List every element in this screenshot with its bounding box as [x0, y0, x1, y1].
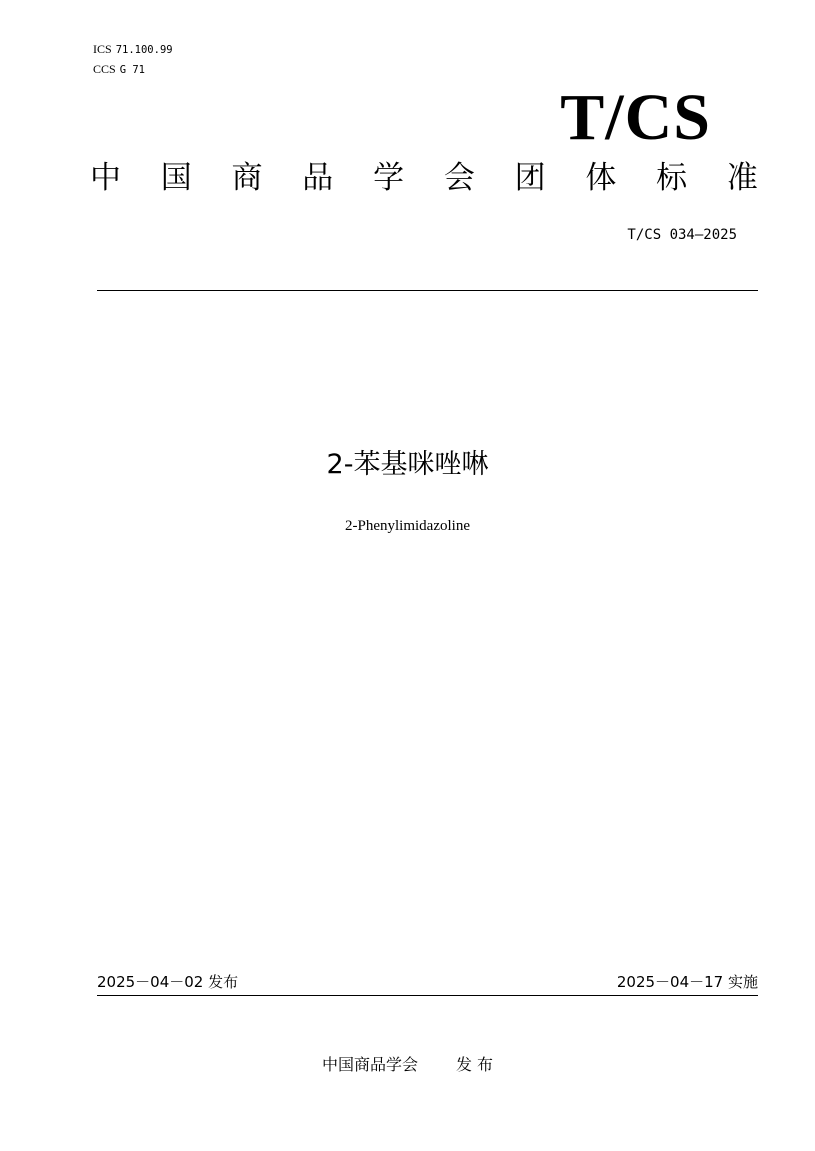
- bottom-divider: [97, 995, 758, 996]
- heading-char: 团: [514, 160, 546, 196]
- publish-date: 2025－04－02 发布: [97, 973, 239, 991]
- org-standard-heading: [90, 158, 758, 198]
- ccs-value: G 71: [119, 64, 145, 76]
- standard-code: T/CS 034—2025: [627, 227, 737, 243]
- heading-char: 标: [656, 160, 688, 196]
- heading-char: 商: [231, 160, 263, 196]
- ics-label: ICS: [93, 42, 112, 56]
- heading-char: 体: [585, 160, 617, 196]
- publisher-line: [0, 1054, 815, 1076]
- implement-date: 2025－04－17 实施: [616, 973, 758, 991]
- heading-char: 会: [443, 160, 475, 196]
- heading-char: 准: [726, 160, 758, 196]
- ccs-classification: [93, 62, 145, 77]
- heading-char: 国: [160, 160, 192, 196]
- ics-classification: [93, 42, 173, 57]
- heading-char: 中: [90, 160, 121, 196]
- document-title-en: 2-Phenylimidazoline: [345, 518, 470, 534]
- publisher-name: 中国商品学会: [321, 1055, 418, 1074]
- heading-char: 学: [373, 160, 405, 196]
- publisher-action: 发 布: [455, 1055, 494, 1074]
- heading-char: 品: [302, 160, 334, 196]
- ccs-label: CCS: [93, 62, 116, 76]
- top-divider: [97, 290, 758, 291]
- ics-value: 71.100.99: [115, 44, 173, 56]
- document-title-zh: 2-苯基咪唑啉: [326, 449, 489, 480]
- brand-mark: T/CS: [560, 81, 711, 154]
